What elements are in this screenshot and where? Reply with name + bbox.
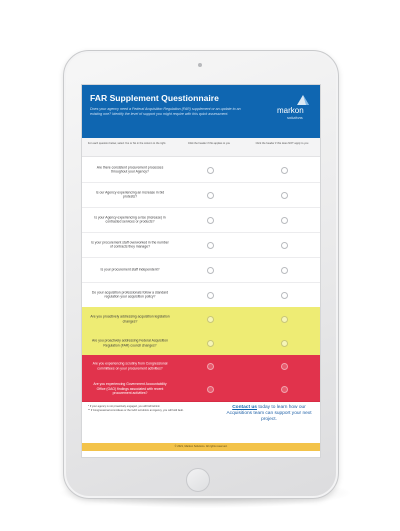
question-text: Is your procurement staff overworked in the number of contracts they manage? — [91, 239, 169, 249]
not-applies-radio[interactable] — [281, 363, 288, 370]
camera-icon — [198, 63, 202, 67]
question-text: Are you experiencing Government Accountability Office (GAO) findings associated with recent procurement activities? — [93, 382, 167, 396]
logo-mark-icon — [295, 93, 311, 107]
question-text: Are you experiencing scrutiny from Congressional committees on your procurement activities? — [92, 361, 168, 370]
question-text: Are you proactively addressing acquisition legislation changes? — [90, 314, 170, 323]
not-applies-radio[interactable] — [281, 386, 288, 393]
question-row — [82, 157, 320, 183]
applies-radio[interactable] — [207, 316, 214, 323]
not-applies-radio[interactable] — [281, 242, 288, 249]
applies-radio[interactable] — [207, 217, 214, 224]
question-text: Is our Agency experiencing an increase in bid protests? — [95, 189, 165, 199]
applies-radio[interactable] — [207, 267, 214, 274]
applies-radio[interactable] — [207, 192, 214, 199]
footnote: ** If Congressional committees or the GAO scrutinize an Agency, you will hold fault. — [88, 408, 184, 412]
not-applies-radio[interactable] — [281, 217, 288, 224]
applies-radio[interactable] — [207, 386, 214, 393]
copyright-footer — [82, 443, 320, 451]
not-applies-radio[interactable] — [281, 267, 288, 274]
question-row — [82, 307, 320, 332]
column-header-applies[interactable]: Click the header if this applies to you — [187, 142, 231, 145]
logo-name: markon — [277, 106, 304, 115]
footnote: * If your agency is not proactively engaged, you will fall behind. — [88, 405, 161, 408]
question-row — [82, 207, 320, 233]
markon-logo — [277, 95, 315, 123]
logo-tagline: solutions — [287, 115, 303, 120]
cta-text: today to learn how our Acquisitions team can support your next project. — [226, 405, 312, 422]
applies-radio[interactable] — [207, 167, 214, 174]
question-row — [82, 282, 320, 308]
question-text: Are there consistent procurement processes throughout your Agency? — [96, 164, 164, 174]
column-header-not-applies[interactable]: Click the header if this does NOT apply to you — [255, 142, 309, 145]
question-row — [82, 331, 320, 356]
tablet-screen — [81, 84, 321, 458]
column-header-row — [82, 138, 320, 157]
applies-radio[interactable] — [207, 242, 214, 249]
question-text: Do your acquisition professionals follow a standard regulation your acquisition policy? — [91, 289, 169, 299]
question-text: Is your procurement staff independent? — [100, 267, 160, 272]
question-row — [82, 377, 320, 402]
column-header-question: For each question below, select Yes or No in the column to the right. — [87, 142, 167, 145]
copyright-text: © 2021, Markon Solutions. All rights reserved. — [174, 445, 228, 448]
contact-cta — [222, 405, 316, 423]
questionnaire-header — [82, 85, 320, 138]
page-title: FAR Supplement Questionnaire — [90, 93, 219, 103]
question-text: Are you proactively addressing Federal Acquisition Regulation (FAR) council changes? — [92, 338, 168, 347]
footnotes — [88, 405, 206, 412]
not-applies-radio[interactable] — [281, 192, 288, 199]
page-subtitle: Does your agency need a Federal Acquisition Regulation (FAR) supplement or an update to an existing one? Identify the level of support you might require with this quick assessment. — [90, 107, 241, 116]
question-row — [82, 182, 320, 208]
not-applies-radio[interactable] — [281, 340, 288, 347]
not-applies-radio[interactable] — [281, 316, 288, 323]
not-applies-radio[interactable] — [281, 167, 288, 174]
question-row — [82, 232, 320, 258]
contact-us-link[interactable]: Contact us — [232, 405, 257, 410]
applies-radio[interactable] — [207, 363, 214, 370]
question-row — [82, 257, 320, 283]
not-applies-radio[interactable] — [281, 292, 288, 299]
question-row — [82, 355, 320, 378]
applies-radio[interactable] — [207, 292, 214, 299]
home-button[interactable] — [186, 468, 210, 492]
question-text: Is your Agency experiencing a rise (increase) in contracted services or products? — [94, 214, 166, 224]
applies-radio[interactable] — [207, 340, 214, 347]
